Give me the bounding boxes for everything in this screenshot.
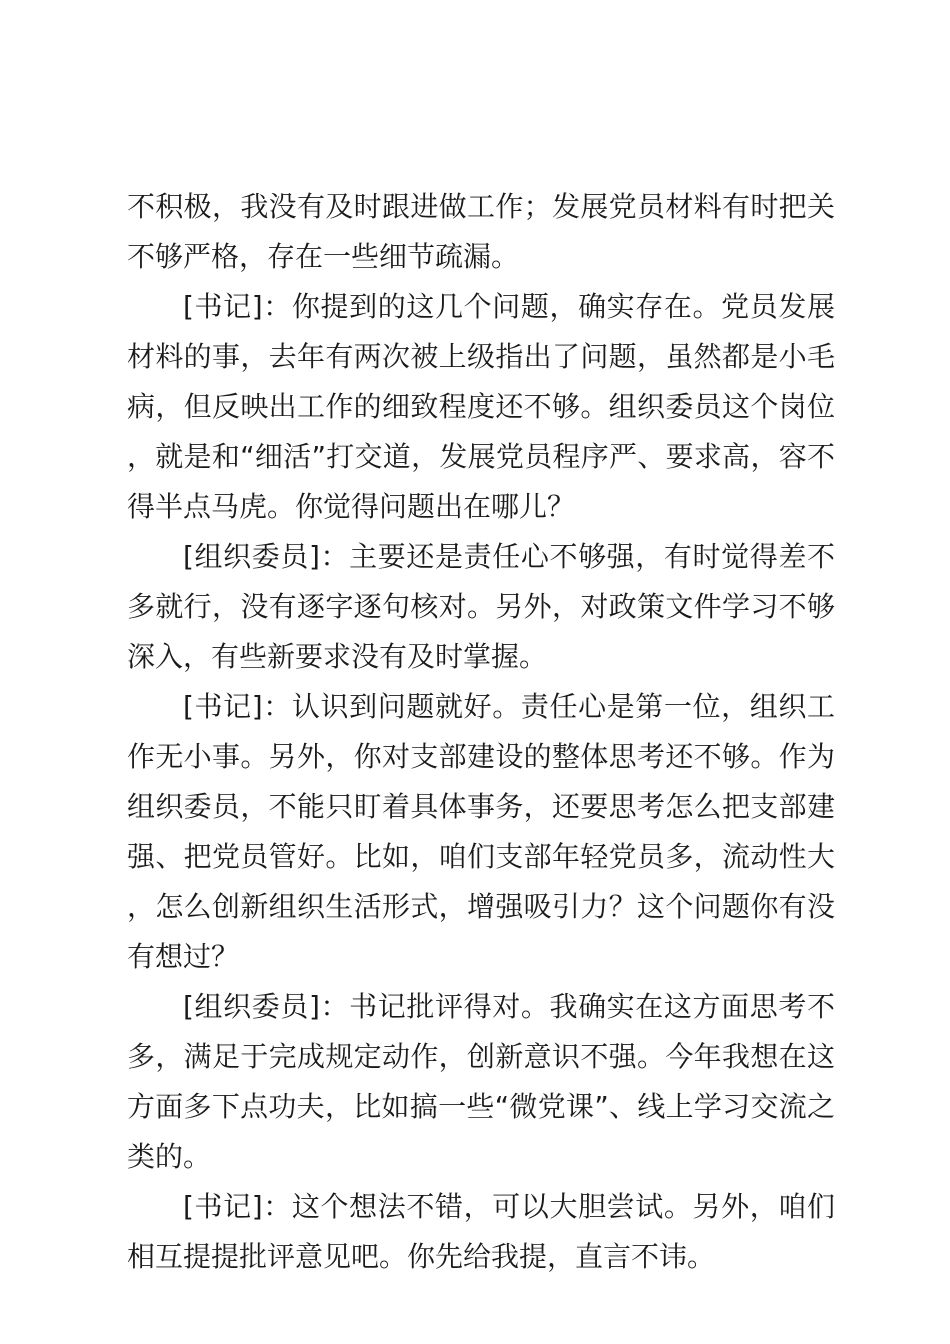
speaker-label: [组织委员]： [183, 540, 350, 573]
paragraph-text: 你提到的这几个问题，确实存在。党员发展材料的事，去年有两次被上级指出了问题，虽然都是小毛病，但反映出工作的细致程度还不够。组织委员这个岗位，就是和“细活”打交道，发展党员程序严、要求高，容不得半点马虎。你觉得问题出在哪儿？ [127, 290, 835, 523]
dialogue-paragraph-secretary [127, 1182, 835, 1282]
paragraph-continuation [127, 182, 835, 282]
paragraph-text: 书记批评得对。我确实在这方面思考不多，满足于完成规定动作，创新意识不强。今年我想在这方面多下点功夫，比如搞一些“微党课”、线上学习交流之类的。 [127, 990, 835, 1173]
dialogue-paragraph-secretary [127, 682, 835, 982]
paragraph-text: 认识到问题就好。责任心是第一位，组织工作无小事。另外，你对支部建设的整体思考还不够。作为组织委员，不能只盯着具体事务，还要思考怎么把支部建强、把党员管好。比如，咱们支部年轻党员多，流动性大，怎么创新组织生活形式，增强吸引力？这个问题你有没有想过？ [127, 690, 835, 973]
paragraph-text: 这个想法不错，可以大胆尝试。另外，咱们相互提提批评意见吧。你先给我提，直言不讳。 [127, 1190, 835, 1273]
speaker-label: [书记]： [183, 690, 292, 723]
speaker-label: [组织委员]： [183, 990, 350, 1023]
dialogue-paragraph-secretary [127, 282, 835, 532]
paragraph-text: 不积极，我没有及时跟进做工作；发展党员材料有时把关不够严格，存在一些细节疏漏。 [127, 190, 835, 273]
speaker-label: [书记]： [183, 1190, 292, 1223]
speaker-label: [书记]： [183, 290, 292, 323]
dialogue-paragraph-organizer [127, 982, 835, 1182]
dialogue-paragraph-organizer [127, 532, 835, 682]
paragraph-text: 主要还是责任心不够强，有时觉得差不多就行，没有逐字逐句核对。另外，对政策文件学习不够深入，有些新要求没有及时掌握。 [127, 540, 835, 673]
document-page [127, 182, 835, 1282]
